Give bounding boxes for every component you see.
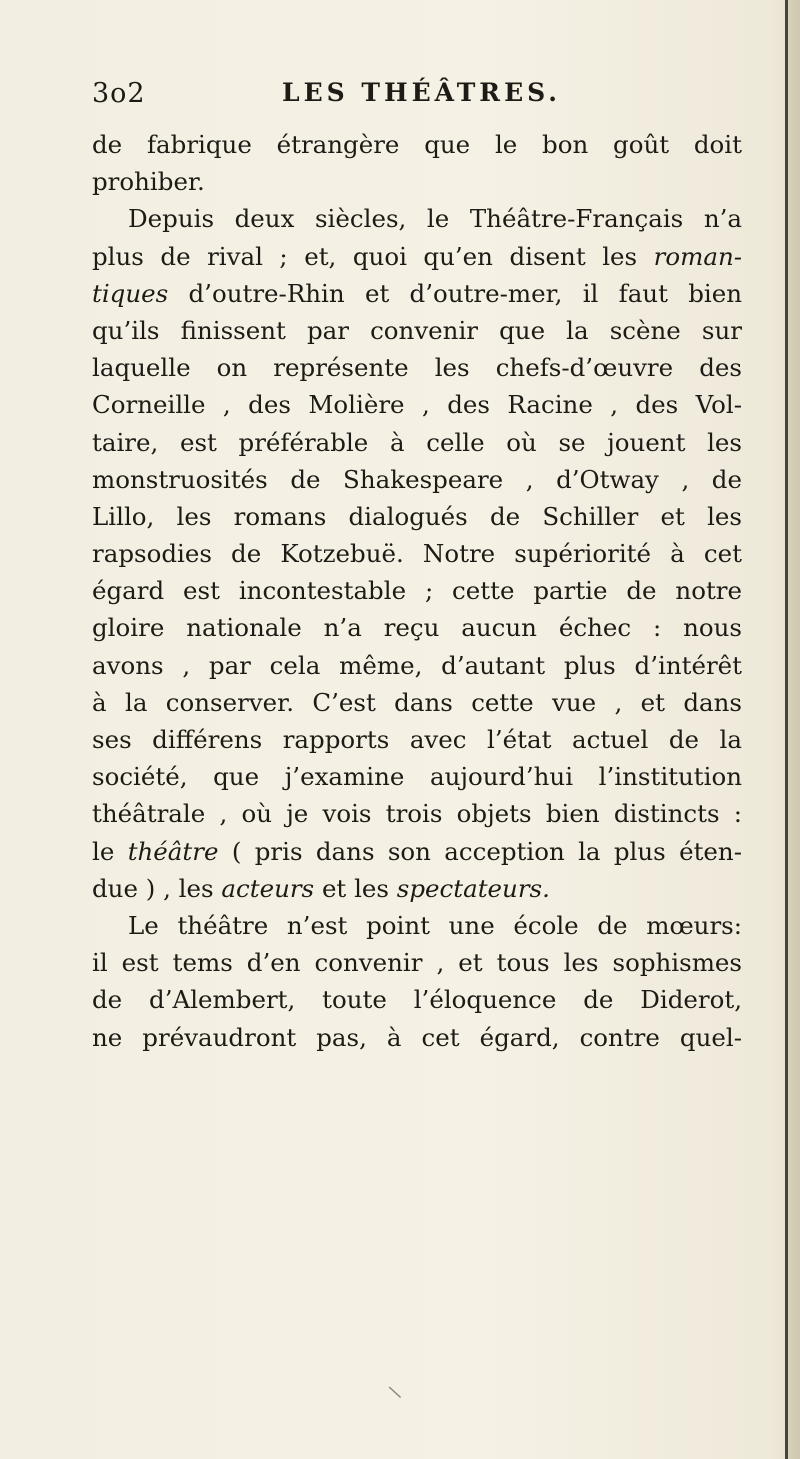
text-line: ne prévaudront pas, à cet égard, contre quel- <box>92 1022 742 1052</box>
italic-word: acteurs <box>221 873 315 903</box>
italic-word: tiques <box>92 278 169 308</box>
text-segment: due ) , les <box>92 873 214 903</box>
text-line: à la conserver. C’est dans cette vue , et dans <box>92 687 742 717</box>
text-line <box>92 275 742 312</box>
text-segment: et les <box>321 873 389 903</box>
italic-word: spectateurs. <box>396 873 550 903</box>
text-line: qu’ils finissent par convenir que la scène sur <box>92 315 742 345</box>
text-line: société, que j’examine aujourd’hui l’institution <box>92 762 742 792</box>
text-line: laquelle on représente les chefs-d’œuvre des <box>92 353 742 383</box>
text-line: de d’Alembert, toute l’éloquence de Diderot, <box>92 985 742 1015</box>
italic-word: roman- <box>653 241 742 271</box>
page-edge-line <box>785 0 788 1459</box>
text-line: rapsodies de Kotzebuë. Notre supériorité à cet <box>92 539 742 569</box>
text-segment: d’outre-Rhin et d’outre-mer, il faut bien <box>188 278 742 308</box>
text-segment: ( pris dans son acception la plus éten- <box>231 836 742 866</box>
italic-word: théâtre <box>127 836 219 866</box>
text-line <box>92 833 742 870</box>
text-line: égard est incontestable ; cette partie de notre <box>92 576 742 606</box>
text-line: prohiber. <box>92 167 205 197</box>
text-line <box>92 870 742 907</box>
text-line: monstruosités de Shakespeare , d’Otway , de <box>92 464 742 494</box>
text-line: de fabrique étrangère que le bon goût doit <box>92 130 742 159</box>
page-edge-shadow <box>788 0 800 1459</box>
text-line: gloire nationale n’a reçu aucun échec : nous <box>92 613 742 643</box>
text-line: taire, est préférable à celle où se jouent les <box>92 427 742 457</box>
paragraph-start-line: Depuis deux siècles, le Théâtre-Français n’a <box>128 204 742 234</box>
text-line: ses différens rapports avec l’état actuel de la <box>92 725 742 754</box>
page-number: 3o2 <box>92 78 146 109</box>
text-line: avons , par cela même, d’autant plus d’intérêt <box>92 650 742 680</box>
page-header <box>92 78 692 118</box>
paragraph-start-line: Le théâtre n’est point une école de mœurs: <box>128 910 742 940</box>
text-segment: plus de rival ; et, quoi qu’en disent les <box>92 241 638 271</box>
text-line: Lillo, les romans dialogués de Schiller et les <box>92 501 742 531</box>
stray-mark: \ <box>387 1381 403 1404</box>
text-line: il est tems d’en convenir , et tous les sophismes <box>92 948 742 978</box>
body-text <box>92 126 742 1056</box>
text-line: théâtrale , où je vois trois objets bien distincts : <box>92 799 742 829</box>
text-line <box>92 238 742 275</box>
running-title: LES THÉÂTRES. <box>282 78 562 107</box>
text-line: Corneille , des Molière , des Racine , des Vol- <box>92 390 742 420</box>
text-segment: le <box>92 836 115 866</box>
